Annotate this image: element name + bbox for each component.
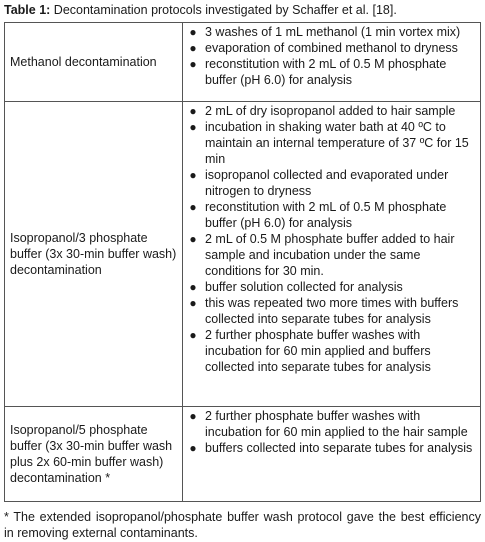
step-text: incubation in shaking water bath at 40 ºC to maintain an internal temperature of 37 ºC for 15 min <box>205 120 469 166</box>
step-text: buffer solution collected for analysis <box>205 280 403 294</box>
list-item <box>183 279 476 295</box>
table-footnote: * The extended isopropanol/phosphate buffer wash protocol gave the best efficiency in removing external contaminants. <box>4 510 481 540</box>
row-steps <box>183 407 481 502</box>
table-row <box>5 407 481 502</box>
table-caption <box>4 2 482 18</box>
list-item <box>183 408 476 440</box>
bullet-icon: ● <box>189 232 197 246</box>
step-text: isopropanol collected and evaporated under nitrogen to dryness <box>205 168 449 198</box>
bullet-icon: ● <box>189 120 197 134</box>
step-text: 3 washes of 1 mL methanol (1 min vortex mix) <box>205 25 461 39</box>
row-steps <box>183 102 481 407</box>
step-list <box>183 24 476 88</box>
list-item <box>183 24 476 40</box>
list-item <box>183 167 476 199</box>
table-row <box>5 102 481 407</box>
protocols-table <box>4 22 481 502</box>
list-item <box>183 199 476 231</box>
bullet-icon: ● <box>189 328 197 342</box>
step-list <box>183 408 476 456</box>
list-item <box>183 440 476 456</box>
row-steps <box>183 23 481 102</box>
step-text: 2 further phosphate buffer washes with incubation for 60 min applied to the hair sample <box>205 409 468 439</box>
step-text: 2 mL of 0.5 M phosphate buffer added to hair sample and incubation under the same conditions for 30 min. <box>205 232 455 278</box>
list-item <box>183 103 476 119</box>
bullet-icon: ● <box>189 41 197 55</box>
row-label: Methanol decontamination <box>5 23 183 102</box>
list-item <box>183 231 476 279</box>
bullet-icon: ● <box>189 280 197 294</box>
bullet-icon: ● <box>189 104 197 118</box>
step-list <box>183 103 476 375</box>
list-item <box>183 119 476 167</box>
list-item <box>183 40 476 56</box>
row-label: Isopropanol/5 phosphate buffer (3x 30-min buffer wash plus 2x 60-min buffer wash) decontamination * <box>5 407 183 502</box>
caption-label: Table 1: <box>4 3 51 17</box>
list-item <box>183 327 476 375</box>
bullet-icon: ● <box>189 25 197 39</box>
table-row <box>5 23 481 102</box>
step-text: buffers collected into separate tubes for analysis <box>205 441 473 455</box>
caption-text: Decontamination protocols investigated by Schaffer et al. [18]. <box>50 3 397 17</box>
step-text: reconstitution with 2 mL of 0.5 M phosphate buffer (pH 6.0) for analysis <box>205 57 447 87</box>
bullet-icon: ● <box>189 200 197 214</box>
bullet-icon: ● <box>189 409 197 423</box>
bullet-icon: ● <box>189 441 197 455</box>
list-item <box>183 56 476 88</box>
step-text: 2 further phosphate buffer washes with incubation for 60 min applied and buffers collected into separate tubes for analysis <box>205 328 431 374</box>
step-text: this was repeated two more times with buffers collected into separate tubes for analysis <box>205 296 459 326</box>
step-text: reconstitution with 2 mL of 0.5 M phosphate buffer (pH 6.0) for analysis <box>205 200 447 230</box>
bullet-icon: ● <box>189 296 197 310</box>
row-label: Isopropanol/3 phosphate buffer (3x 30-min buffer wash) decontamination <box>5 102 183 407</box>
list-item <box>183 295 476 327</box>
bullet-icon: ● <box>189 168 197 182</box>
step-text: 2 mL of dry isopropanol added to hair sample <box>205 104 456 118</box>
step-text: evaporation of combined methanol to dryness <box>205 41 458 55</box>
bullet-icon: ● <box>189 57 197 71</box>
